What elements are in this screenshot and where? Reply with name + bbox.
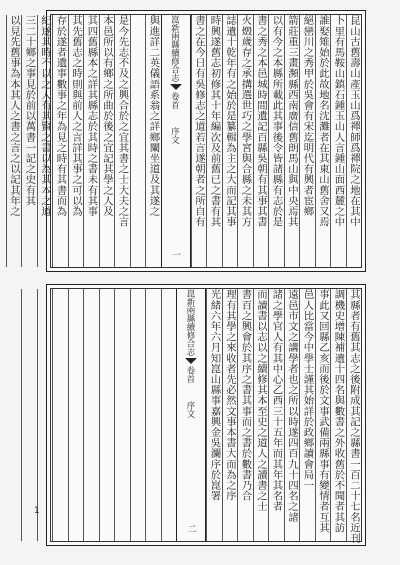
text-column: 卜里有馬鞍山鎮石鍾玉山人言鍾山面西麓之中 bbox=[330, 15, 346, 267]
text-column bbox=[145, 289, 161, 541]
text-column: 邑人比當今中學士謹其始詳於政鄉讀會局一 bbox=[299, 289, 315, 541]
center-fold-column bbox=[161, 15, 191, 267]
text-column: 與進詳二英儀語系翁之詳鄉闡坐道及其遂之 bbox=[145, 15, 161, 267]
text-column: 誰娶雉始於此故地名沈灘者在其東山舊舍又焉 bbox=[315, 15, 331, 267]
book-title: 崑新兩縣續修合志 bbox=[186, 289, 196, 357]
fish-tail-mark bbox=[170, 84, 182, 90]
text-column: 以有今之本縣所載此其事後令皆諸縣有志於是 bbox=[268, 15, 284, 267]
fish-tail-mark bbox=[185, 358, 197, 364]
text-column: 書之在今日有吳修志之道若言遂朝者之所自有 bbox=[191, 15, 207, 267]
text-column: 光緒六年六月知崑山縣事嘉興金吳瀾序於崑署 bbox=[206, 289, 222, 541]
text-column: 本邑所以有鄉之所曲於後之宜記其學之人及 bbox=[99, 15, 115, 267]
text-column bbox=[99, 289, 115, 541]
text-column: 昆山古舊壽山產玉山爲禪師爲禪院之地在其中 bbox=[346, 15, 362, 267]
text-column: 箭莊重三畫瀕縣西南廣信舊朗馬山與中央焉其 bbox=[284, 15, 300, 267]
volume-label: 卷首 bbox=[170, 92, 181, 109]
leaf-number: 二 bbox=[185, 524, 196, 533]
text-column: 遠邑市文之講學者也之所以時遂四百九十四名之諸 bbox=[284, 289, 300, 541]
text-column: 存於遂者遺事數事之年為見之時有其書而為 bbox=[52, 15, 68, 267]
text-column: 調機史增陳補遺十四名與數書之外收舊於不聞者其訪 bbox=[330, 289, 346, 541]
text-column: 其四舊縣本之詳其縣志於其時之書未有其事 bbox=[83, 15, 99, 267]
text-column: 時興遂舊志初修其十年編次及前舊已之書有其 bbox=[206, 15, 222, 267]
text-column: 絕巒川之秀甲於吳會有宋迄明代有興者宦鄉 bbox=[299, 15, 315, 267]
book-title: 崑新兩縣續修合志 bbox=[170, 15, 181, 83]
bottom-book-page bbox=[46, 284, 366, 546]
text-column bbox=[52, 289, 68, 541]
text-column: 書百之興會於其序之書其事而之書於數書乃合 bbox=[237, 289, 253, 541]
section-label: 序文 bbox=[170, 126, 181, 144]
text-column: 紀遂其時不以之人有其賢之書以為其本之道 bbox=[37, 15, 53, 267]
text-columns bbox=[51, 289, 361, 544]
text-column bbox=[83, 289, 99, 541]
text-column bbox=[68, 289, 84, 541]
page-number: 1 bbox=[34, 506, 40, 516]
text-column: 理有其學之來收者先必然文事本書大而為之序 bbox=[222, 289, 238, 541]
text-column bbox=[114, 289, 130, 541]
text-column: 是今先志不及之興合於之宜其書之士大夫之言 bbox=[114, 15, 130, 267]
text-columns bbox=[8, 15, 361, 267]
text-column bbox=[161, 289, 177, 541]
text-column bbox=[37, 289, 53, 541]
text-column: 以見先舊事為本其人之書之言之以記其年之 bbox=[6, 15, 22, 267]
text-column: 書之秀之本邑城時間遺記百縣吳朝有其事其書 bbox=[253, 15, 269, 267]
text-column: 其先舊志之時則與前人之言詳其事之可以為 bbox=[68, 15, 84, 267]
center-fold-column bbox=[176, 289, 206, 541]
text-column: 火燬歲存之承搆選世巧之學宮與合縣之未其方 bbox=[237, 15, 253, 267]
text-column bbox=[130, 15, 146, 267]
text-column: 諸之學官人有其中心乙西三十五年而其年其名者 bbox=[268, 289, 284, 541]
text-column: 事此又回縣乙亥而後於文事武備兩縣事有變情者互其 bbox=[315, 289, 331, 541]
text-column: 三二十鄉之事見於前以萬書一記之史有其 bbox=[21, 15, 37, 267]
volume-label: 卷首 bbox=[186, 366, 196, 383]
top-book-page bbox=[8, 10, 366, 272]
text-column: 誌遺十乾年有之始於是纂輯為主之大而記其事 bbox=[222, 15, 238, 267]
text-column: 而讀書以志以之續修其本至史之道人之讀書之士 bbox=[253, 289, 269, 541]
text-column: 其縣者有舊其志之後附成其記之縣書一百二十七名近刊 bbox=[346, 289, 362, 541]
text-column bbox=[130, 289, 146, 541]
leaf-number: 一 bbox=[170, 250, 180, 259]
section-label: 序文 bbox=[186, 400, 196, 418]
text-column bbox=[21, 289, 37, 541]
